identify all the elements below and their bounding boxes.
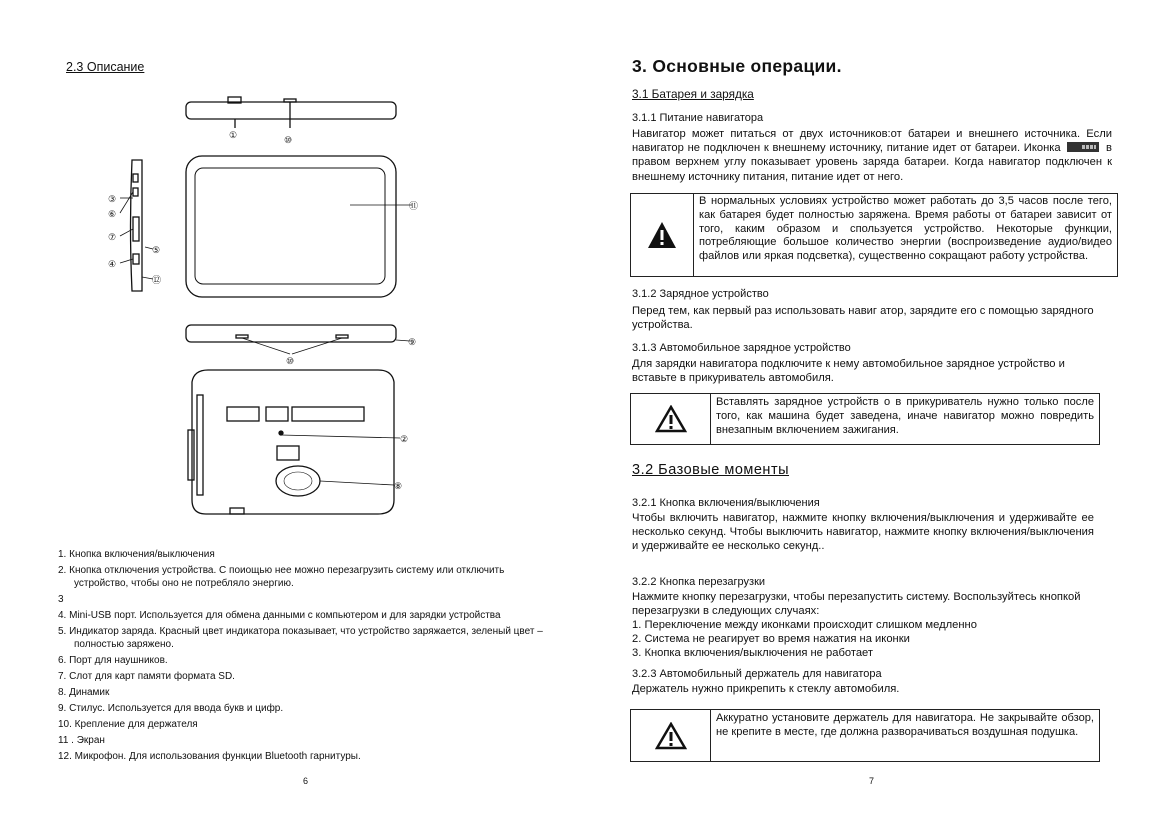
callout-12: ⑫ xyxy=(152,275,162,285)
callout-11: ⑪ xyxy=(409,201,419,211)
legend-item: 11 . Экран xyxy=(58,734,105,746)
warning-box-battery xyxy=(630,193,1118,277)
paragraph-power xyxy=(632,127,1112,184)
callout-3: ③ xyxy=(108,194,117,204)
list-item: 3. Кнопка включения/выключения не работает xyxy=(632,647,874,660)
device-back-view xyxy=(188,370,403,514)
warning-text-battery: В нормальных условиях устройство может работать до 3,5 часов после тего, как батарея будет полностью заряжена. Время работы от батареи зависит от того, каким образом и спользуется устройство. Некоторые функции, потребляющие большое количество энергии (воспроизведение аудио/видео файлов или яркая подсветка), существенно сокращают работу устройства. xyxy=(699,195,1112,263)
callout-8: ⑧ xyxy=(394,481,403,491)
section-title-basics: 3.2 Базовые моменты xyxy=(632,462,790,478)
device-left-side-view xyxy=(120,160,153,291)
callout-4: ④ xyxy=(108,259,117,269)
paragraph-car-holder: Держатель нужно прикрепить к стеклу автомобиля. xyxy=(632,683,900,695)
callout-1: ① xyxy=(229,130,238,140)
device-diagram xyxy=(100,90,430,530)
subsection-title-reset-button: 3.2.2 Кнопка перезагрузки xyxy=(632,576,766,588)
warning-text-car-charger: Вставлять зарядное устройств о в прикуриватель нужно только после того, как машина будет заведена, иначе навигатор можно повредить внезапным включением зажигания. xyxy=(716,396,1094,436)
right-page xyxy=(584,0,1168,828)
subsection-title-charger: 3.1.2 Зарядное устройство xyxy=(632,288,769,300)
legend-item: 8. Динамик xyxy=(58,686,110,698)
callout-10-top: ⑩ xyxy=(284,135,293,145)
legend-item: 4. Mini-USB порт. Используется для обмена данными с компьютером и для зарядки устройства xyxy=(58,609,501,621)
legend-item: 3 xyxy=(58,593,64,605)
page-number-left: 6 xyxy=(303,776,309,786)
battery-icon xyxy=(1067,142,1099,152)
legend-item: 2. Кнопка отключения устройства. С поиощью нее можно перезагрузить систему или отключить устройство, чтобы оно не потребляло энергию. xyxy=(58,565,505,589)
paragraph-car-charger: Для зарядки навигатора подключите к нему автомобильное зарядное устройство и вставьте в прикуриватель автомобиля. xyxy=(632,358,1065,385)
legend-item: 6. Порт для наушников. xyxy=(58,654,168,666)
page-number-right: 7 xyxy=(869,776,875,786)
reset-cases-list xyxy=(632,618,1110,661)
section-title-battery: 3.1 Батарея и зарядка xyxy=(632,87,754,101)
callout-7: ⑦ xyxy=(108,232,117,242)
device-front-view xyxy=(186,156,412,297)
legend-item: 5. Индикатор заряда. Красный цвет индикатора показывает, что устройство заряжается, зеленый цвет – полностью заряжено. xyxy=(58,625,543,650)
legend-item: 10. Крепление для держателя xyxy=(58,718,198,730)
section-title-description: 2.3 Описание xyxy=(66,60,145,74)
list-item: 1. Переключение между иконками происходит слишком медленно xyxy=(632,619,977,631)
legend-list xyxy=(58,549,558,767)
callout-9: ⑨ xyxy=(408,337,417,347)
legend-item: 7. Слот для карт памяти формата SD. xyxy=(58,670,235,682)
callout-6: ⑥ xyxy=(108,209,117,219)
warning-text-holder: Аккуратно установите держатель для навигатора. Не закрывайте обзор, не крепите в месте, где должна разворачиваться воздушная подушка. xyxy=(716,712,1094,738)
paragraph-power-button: Чтобы включить навигатор, нажмите кнопку включения/выключения и удерживайте ее несколько секунд. Чтобы выключить навигатор, нажмите кнопку включения/выключения и удерживайте ее несколько секунд.. xyxy=(632,512,1094,553)
callout-10-bottom: ⑩ xyxy=(286,356,295,366)
warning-icon xyxy=(631,194,694,276)
device-top-view xyxy=(186,97,396,128)
paragraph-power-b2: в правом верхнем углу показывает уровень заряда батареи. Когда навигатор подключен к внешнему источнику питания, питание идет от него. xyxy=(632,142,1112,183)
subsection-title-power: 3.1.1 Питание навигатора xyxy=(632,112,764,124)
warning-box-holder xyxy=(630,709,1100,762)
paragraph-charger: Перед тем, как первый раз использовать навиг атор, зарядите его с помощью зарядного устройства. xyxy=(632,305,1094,332)
callout-5: ⑤ xyxy=(152,245,161,255)
device-bottom-view xyxy=(186,325,410,354)
warning-icon xyxy=(631,710,711,761)
subsection-title-car-charger: 3.1.3 Автомобильное зарядное устройство xyxy=(632,342,851,354)
legend-item: 9. Стилус. Используется для ввода букв и цифр. xyxy=(58,702,284,714)
subsection-title-power-button: 3.2.1 Кнопка включения/выключения xyxy=(632,497,820,509)
subsection-title-car-holder: 3.2.3 Автомобильный держатель для навигатора xyxy=(632,668,882,680)
paragraph-power-b1: Иконка xyxy=(1023,142,1061,155)
paragraph-reset-button: Нажмите кнопку перезагрузки, чтобы перезапустить систему. Воспользуйтесь кнопкой перезагрузки в следующих случаях: xyxy=(632,591,1081,618)
warning-box-car-charger xyxy=(630,393,1100,445)
chapter-title: 3. Основные операции. xyxy=(632,56,842,76)
legend-item: 1. Кнопка включения/выключения xyxy=(58,549,215,560)
list-item: 2. Система не реагирует во время нажатия на иконки xyxy=(632,633,910,646)
paragraph-power-a: Навигатор может питаться от двух источников:от батареи и внешнего источника. Если навигатор не подключен к внешнему источнику, питание идет от батареи. xyxy=(632,128,1112,155)
callout-2: ② xyxy=(400,434,409,444)
legend-item: 12. Микрофон. Для использования функции Bluetooth гарнитуры. xyxy=(58,750,361,762)
warning-icon xyxy=(631,394,711,444)
